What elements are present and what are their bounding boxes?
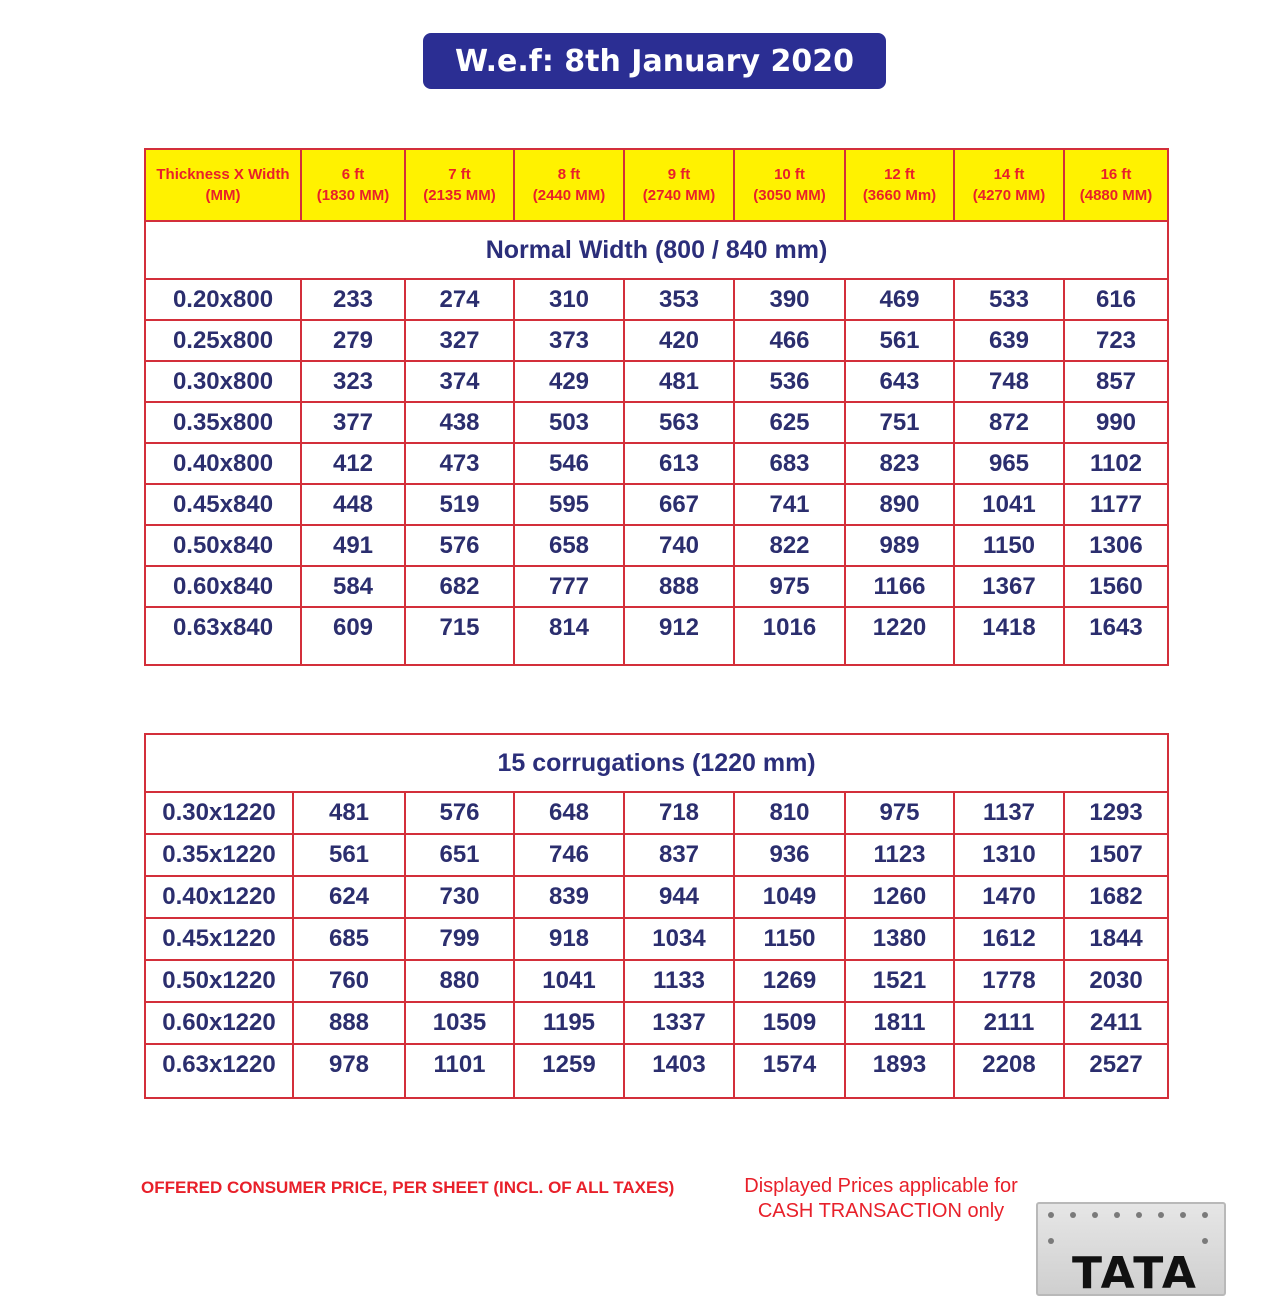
- price-cell: 609: [301, 607, 405, 665]
- price-cell: 1150: [734, 918, 845, 960]
- price-cell: 1041: [514, 960, 624, 1002]
- price-cell: 1612: [954, 918, 1064, 960]
- section-title-row: [145, 221, 1168, 279]
- price-cell: 546: [514, 443, 624, 484]
- price-cell: 1643: [1064, 607, 1168, 665]
- rivet-dot: [1202, 1212, 1208, 1218]
- table-row: [145, 566, 1168, 607]
- price-cell: 561: [293, 834, 405, 876]
- price-cell: 810: [734, 792, 845, 834]
- price-cell: 576: [405, 792, 514, 834]
- price-cell: 975: [734, 566, 845, 607]
- price-cell: 978: [293, 1044, 405, 1098]
- price-cell: 872: [954, 402, 1064, 443]
- price-cell: 1123: [845, 834, 954, 876]
- price-cell: 448: [301, 484, 405, 525]
- tata-logo: [1036, 1202, 1226, 1296]
- price-cell: 723: [1064, 320, 1168, 361]
- price-cell: 625: [734, 402, 845, 443]
- header-thickness-width: Thickness X Width (MM): [145, 149, 301, 221]
- price-cell: 1507: [1064, 834, 1168, 876]
- price-cell: 595: [514, 484, 624, 525]
- price-cell: 1509: [734, 1002, 845, 1044]
- price-cell: 1220: [845, 607, 954, 665]
- normal-width-price-table: [144, 148, 1169, 666]
- thickness-width-cell: 0.25x800: [145, 320, 301, 361]
- table-row: [145, 918, 1168, 960]
- price-cell: 279: [301, 320, 405, 361]
- price-cell: 975: [845, 792, 954, 834]
- price-cell: 667: [624, 484, 734, 525]
- price-cell: 730: [405, 876, 514, 918]
- price-cell: 563: [624, 402, 734, 443]
- thickness-width-cell: 0.40x1220: [145, 876, 293, 918]
- price-cell: 1195: [514, 1002, 624, 1044]
- rivet-dot: [1070, 1212, 1076, 1218]
- price-cell: 2208: [954, 1044, 1064, 1098]
- price-cell: 888: [293, 1002, 405, 1044]
- rivet-dot: [1048, 1212, 1054, 1218]
- price-cell: 616: [1064, 279, 1168, 320]
- cash-note-line-2: CASH TRANSACTION only: [757, 1200, 1005, 1222]
- price-cell: 2111: [954, 1002, 1064, 1044]
- price-cell: 412: [301, 443, 405, 484]
- price-cell: 683: [734, 443, 845, 484]
- consumer-price-note: OFFERED CONSUMER PRICE, PER SHEET (INCL. OF ALL TAXES): [141, 1178, 675, 1197]
- price-cell: 741: [734, 484, 845, 525]
- price-cell: 353: [624, 279, 734, 320]
- table-row: [145, 443, 1168, 484]
- price-cell: 748: [954, 361, 1064, 402]
- price-cell: 651: [405, 834, 514, 876]
- thickness-width-cell: 0.60x1220: [145, 1002, 293, 1044]
- price-cell: 1260: [845, 876, 954, 918]
- price-cell: 481: [293, 792, 405, 834]
- price-cell: 536: [734, 361, 845, 402]
- price-cell: 715: [405, 607, 514, 665]
- price-cell: 965: [954, 443, 1064, 484]
- price-cell: 481: [624, 361, 734, 402]
- price-cell: 533: [954, 279, 1064, 320]
- price-cell: 1041: [954, 484, 1064, 525]
- price-cell: 777: [514, 566, 624, 607]
- thickness-width-cell: 0.35x1220: [145, 834, 293, 876]
- table-row: [145, 834, 1168, 876]
- price-cell: 1682: [1064, 876, 1168, 918]
- header-length-2: 8 ft (2440 MM): [514, 149, 624, 221]
- price-cell: 1844: [1064, 918, 1168, 960]
- price-cell: 2527: [1064, 1044, 1168, 1098]
- section-title-corrugations: 15 corrugations (1220 mm): [145, 734, 1168, 792]
- header-length-3: 9 ft (2740 MM): [624, 149, 734, 221]
- price-cell: 1574: [734, 1044, 845, 1098]
- price-cell: 1310: [954, 834, 1064, 876]
- table-row: [145, 607, 1168, 665]
- price-cell: 682: [405, 566, 514, 607]
- price-cell: 718: [624, 792, 734, 834]
- thickness-width-cell: 0.40x800: [145, 443, 301, 484]
- price-cell: 1101: [405, 1044, 514, 1098]
- price-cell: 1893: [845, 1044, 954, 1098]
- cash-transaction-note: [726, 1174, 1036, 1224]
- corrugations-price-table: [144, 733, 1169, 1099]
- table-header-row: [145, 149, 1168, 221]
- date-banner: [423, 33, 886, 89]
- rivet-dot: [1180, 1212, 1186, 1218]
- price-cell: 576: [405, 525, 514, 566]
- price-cell: 274: [405, 279, 514, 320]
- header-length-0: 6 ft (1830 MM): [301, 149, 405, 221]
- price-cell: 746: [514, 834, 624, 876]
- thickness-width-cell: 0.63x1220: [145, 1044, 293, 1098]
- price-cell: 1337: [624, 1002, 734, 1044]
- table-row: [145, 279, 1168, 320]
- price-cell: 918: [514, 918, 624, 960]
- thickness-width-cell: 0.45x840: [145, 484, 301, 525]
- price-cell: 648: [514, 792, 624, 834]
- thickness-width-cell: 0.30x800: [145, 361, 301, 402]
- thickness-width-cell: 0.35x800: [145, 402, 301, 443]
- price-cell: 740: [624, 525, 734, 566]
- price-cell: 888: [624, 566, 734, 607]
- price-cell: 327: [405, 320, 514, 361]
- table-row: [145, 960, 1168, 1002]
- price-cell: 1034: [624, 918, 734, 960]
- price-cell: 1137: [954, 792, 1064, 834]
- rivet-dot: [1158, 1212, 1164, 1218]
- price-cell: 760: [293, 960, 405, 1002]
- price-cell: 1367: [954, 566, 1064, 607]
- price-cell: 639: [954, 320, 1064, 361]
- price-cell: 839: [514, 876, 624, 918]
- rivet-dot: [1202, 1238, 1208, 1244]
- header-length-7: 16 ft (4880 MM): [1064, 149, 1168, 221]
- price-cell: 1166: [845, 566, 954, 607]
- price-cell: 944: [624, 876, 734, 918]
- price-cell: 643: [845, 361, 954, 402]
- table-row: [145, 361, 1168, 402]
- price-cell: 1403: [624, 1044, 734, 1098]
- price-cell: 624: [293, 876, 405, 918]
- price-cell: 1293: [1064, 792, 1168, 834]
- price-cell: 473: [405, 443, 514, 484]
- thickness-width-cell: 0.50x1220: [145, 960, 293, 1002]
- price-cell: 1470: [954, 876, 1064, 918]
- price-cell: 438: [405, 402, 514, 443]
- price-cell: 880: [405, 960, 514, 1002]
- logo-text: TATA: [1072, 1248, 1198, 1296]
- thickness-width-cell: 0.50x840: [145, 525, 301, 566]
- price-cell: 658: [514, 525, 624, 566]
- price-cell: 1560: [1064, 566, 1168, 607]
- price-cell: 857: [1064, 361, 1168, 402]
- price-cell: 1306: [1064, 525, 1168, 566]
- thickness-width-cell: 0.20x800: [145, 279, 301, 320]
- price-cell: 561: [845, 320, 954, 361]
- price-cell: 374: [405, 361, 514, 402]
- price-cell: 751: [845, 402, 954, 443]
- price-cell: 1049: [734, 876, 845, 918]
- price-cell: 491: [301, 525, 405, 566]
- header-length-5: 12 ft (3660 Mm): [845, 149, 954, 221]
- header-length-6: 14 ft (4270 MM): [954, 149, 1064, 221]
- price-cell: 584: [301, 566, 405, 607]
- rivet-dot: [1092, 1212, 1098, 1218]
- price-cell: 519: [405, 484, 514, 525]
- rivet-dot: [1114, 1212, 1120, 1218]
- table-row: [145, 484, 1168, 525]
- price-cell: 1269: [734, 960, 845, 1002]
- price-cell: 429: [514, 361, 624, 402]
- price-cell: 373: [514, 320, 624, 361]
- table-row: [145, 320, 1168, 361]
- table-row: [145, 1002, 1168, 1044]
- price-cell: 469: [845, 279, 954, 320]
- table-row: [145, 525, 1168, 566]
- price-cell: 1521: [845, 960, 954, 1002]
- table-row: [145, 1044, 1168, 1098]
- price-cell: 989: [845, 525, 954, 566]
- price-cell: 1035: [405, 1002, 514, 1044]
- price-cell: 823: [845, 443, 954, 484]
- price-cell: 2411: [1064, 1002, 1168, 1044]
- rivet-dot: [1048, 1238, 1054, 1244]
- price-cell: 1177: [1064, 484, 1168, 525]
- thickness-width-cell: 0.30x1220: [145, 792, 293, 834]
- cash-note-line-1: Displayed Prices applicable for: [744, 1175, 1018, 1197]
- table-row: [145, 402, 1168, 443]
- price-cell: 1150: [954, 525, 1064, 566]
- price-cell: 1102: [1064, 443, 1168, 484]
- rivet-dot: [1136, 1212, 1142, 1218]
- price-cell: 990: [1064, 402, 1168, 443]
- price-cell: 1016: [734, 607, 845, 665]
- price-cell: 613: [624, 443, 734, 484]
- price-cell: 310: [514, 279, 624, 320]
- price-cell: 466: [734, 320, 845, 361]
- price-cell: 890: [845, 484, 954, 525]
- price-cell: 685: [293, 918, 405, 960]
- price-cell: 1380: [845, 918, 954, 960]
- price-cell: 936: [734, 834, 845, 876]
- header-length-4: 10 ft (3050 MM): [734, 149, 845, 221]
- price-cell: 1133: [624, 960, 734, 1002]
- price-cell: 390: [734, 279, 845, 320]
- price-cell: 233: [301, 279, 405, 320]
- price-cell: 1418: [954, 607, 1064, 665]
- table-row: [145, 792, 1168, 834]
- price-cell: 799: [405, 918, 514, 960]
- price-cell: 1811: [845, 1002, 954, 1044]
- price-cell: 377: [301, 402, 405, 443]
- price-cell: 503: [514, 402, 624, 443]
- price-cell: 837: [624, 834, 734, 876]
- price-cell: 912: [624, 607, 734, 665]
- banner-text: W.e.f: 8th January 2020: [455, 43, 854, 79]
- price-cell: 1778: [954, 960, 1064, 1002]
- price-cell: 822: [734, 525, 845, 566]
- section-title-normal: Normal Width (800 / 840 mm): [145, 221, 1168, 279]
- thickness-width-cell: 0.60x840: [145, 566, 301, 607]
- logo-rivets: [1048, 1212, 1218, 1252]
- price-cell: 2030: [1064, 960, 1168, 1002]
- table-row: [145, 876, 1168, 918]
- price-cell: 420: [624, 320, 734, 361]
- price-cell: 814: [514, 607, 624, 665]
- price-cell: 323: [301, 361, 405, 402]
- section-title-row: [145, 734, 1168, 792]
- header-length-1: 7 ft (2135 MM): [405, 149, 514, 221]
- thickness-width-cell: 0.63x840: [145, 607, 301, 665]
- price-cell: 1259: [514, 1044, 624, 1098]
- thickness-width-cell: 0.45x1220: [145, 918, 293, 960]
